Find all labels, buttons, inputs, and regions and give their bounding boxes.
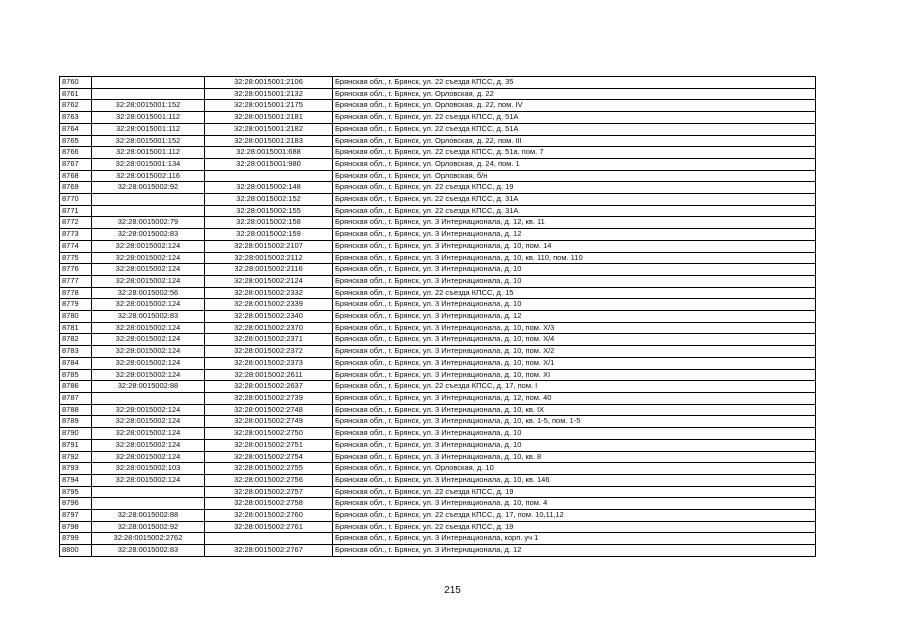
object-cadastral-number-cell: 32:28:0015001:2181 (205, 112, 333, 124)
object-cadastral-number-cell: 32:28:0015002:148 (205, 182, 333, 194)
table-row (60, 287, 816, 299)
address-cell: Брянская обл., г. Брянск, ул. 3 Интернационала, д. 10, пом. Х/1 (333, 357, 816, 369)
row-number-cell: 8787 (60, 392, 92, 404)
table-row (60, 322, 816, 334)
parcel-cadastral-number-cell: 32:28:0015001:112 (92, 147, 205, 159)
object-cadastral-number-cell: 32:28:0015002:158 (205, 217, 333, 229)
object-cadastral-number-cell: 32:28:0015002:2749 (205, 416, 333, 428)
table-row (60, 381, 816, 393)
object-cadastral-number-cell: 32:28:0015002:2739 (205, 392, 333, 404)
address-cell: Брянская обл., г. Брянск, ул. 3 Интернационала, д. 10, пом. XI (333, 369, 816, 381)
parcel-cadastral-number-cell: 32:28:0015001:152 (92, 100, 205, 112)
table-row (60, 533, 816, 545)
object-cadastral-number-cell: 32:28:0015002:2767 (205, 545, 333, 557)
parcel-cadastral-number-cell: 32:28:0015002:88 (92, 510, 205, 522)
address-cell: Брянская обл., г. Брянск, ул. 3 Интернационала, д. 10, пом. 14 (333, 240, 816, 252)
row-number-cell: 8778 (60, 287, 92, 299)
parcel-cadastral-number-cell (92, 194, 205, 206)
parcel-cadastral-number-cell (92, 486, 205, 498)
registry-table-body (60, 77, 816, 557)
table-row (60, 416, 816, 428)
address-cell: Брянская обл., г. Брянск, ул. Орловская, д. 22, пом. IV (333, 100, 816, 112)
parcel-cadastral-number-cell: 32:28:0015002:83 (92, 229, 205, 241)
table-row (60, 170, 816, 182)
row-number-cell: 8766 (60, 147, 92, 159)
table-row (60, 194, 816, 206)
address-cell: Брянская обл., г. Брянск, ул. 22 съезда КПСС, д. 51А (333, 112, 816, 124)
object-cadastral-number-cell: 32:28:0015002:2124 (205, 275, 333, 287)
object-cadastral-number-cell (205, 533, 333, 545)
address-cell: Брянская обл., г. Брянск, ул. 3 Интернационала, корп. уч 1 (333, 533, 816, 545)
parcel-cadastral-number-cell: 32:28:0015002:88 (92, 381, 205, 393)
object-cadastral-number-cell: 32:28:0015001:2175 (205, 100, 333, 112)
row-number-cell: 8791 (60, 439, 92, 451)
address-cell: Брянская обл., г. Брянск, ул. 3 Интернационала, д. 12, кв. 11 (333, 217, 816, 229)
parcel-cadastral-number-cell: 32:28:0015001:112 (92, 123, 205, 135)
row-number-cell: 8797 (60, 510, 92, 522)
table-row (60, 369, 816, 381)
parcel-cadastral-number-cell: 32:28:0015002:124 (92, 264, 205, 276)
row-number-cell: 8799 (60, 533, 92, 545)
row-number-cell: 8794 (60, 474, 92, 486)
address-cell: Брянская обл., г. Брянск, ул. 3 Интернационала, д. 10, пом. 4 (333, 498, 816, 510)
address-cell: Брянская обл., г. Брянск, ул. 22 съезда КПСС, д. 51А (333, 123, 816, 135)
object-cadastral-number-cell: 32:28:0015002:152 (205, 194, 333, 206)
table-row (60, 334, 816, 346)
address-cell: Брянская обл., г. Брянск, ул. 3 Интернационала, д. 10, пом. Х/4 (333, 334, 816, 346)
row-number-cell: 8765 (60, 135, 92, 147)
row-number-cell: 8784 (60, 357, 92, 369)
address-cell: Брянская обл., г. Брянск, ул. 3 Интернационала, д. 10 (333, 439, 816, 451)
table-row (60, 158, 816, 170)
parcel-cadastral-number-cell: 32:28:0015002:56 (92, 287, 205, 299)
row-number-cell: 8775 (60, 252, 92, 264)
object-cadastral-number-cell: 32:28:0015002:2372 (205, 346, 333, 358)
address-cell: Брянская обл., г. Брянск, ул. 3 Интернационала, д. 10, кв. 110, пом. 110 (333, 252, 816, 264)
address-cell: Брянская обл., г. Брянск, ул. 3 Интернационала, д. 10, кв. 1-5, пом. 1-5 (333, 416, 816, 428)
address-cell: Брянская обл., г. Брянск, ул. 3 Интернационала, д. 10, кв. 8 (333, 451, 816, 463)
parcel-cadastral-number-cell: 32:28:0015002:124 (92, 240, 205, 252)
address-cell: Брянская обл., г. Брянск, ул. 3 Интернационала, д. 12 (333, 311, 816, 323)
row-number-cell: 8768 (60, 170, 92, 182)
address-cell: Брянская обл., г. Брянск, ул. 22 съезда КПСС, д. 51а, пом. 7 (333, 147, 816, 159)
parcel-cadastral-number-cell (92, 77, 205, 89)
address-cell: Брянская обл., г. Брянск, ул. 3 Интернационала, д. 10, пом. Х/2 (333, 346, 816, 358)
parcel-cadastral-number-cell (92, 88, 205, 100)
row-number-cell: 8760 (60, 77, 92, 89)
address-cell: Брянская обл., г. Брянск, ул. Орловская, д. 24, пом. 1 (333, 158, 816, 170)
parcel-cadastral-number-cell: 32:28:0015002:124 (92, 416, 205, 428)
object-cadastral-number-cell: 32:28:0015002:2112 (205, 252, 333, 264)
table-row (60, 147, 816, 159)
parcel-cadastral-number-cell: 32:28:0015002:124 (92, 252, 205, 264)
table-row (60, 135, 816, 147)
address-cell: Брянская обл., г. Брянск, ул. Орловская, д. 10 (333, 463, 816, 475)
row-number-cell: 8781 (60, 322, 92, 334)
object-cadastral-number-cell: 32:28:0015002:155 (205, 205, 333, 217)
table-row (60, 392, 816, 404)
row-number-cell: 8788 (60, 404, 92, 416)
object-cadastral-number-cell: 32:28:0015002:2107 (205, 240, 333, 252)
parcel-cadastral-number-cell: 32:28:0015002:124 (92, 439, 205, 451)
table-row (60, 205, 816, 217)
parcel-cadastral-number-cell: 32:28:0015002:124 (92, 334, 205, 346)
parcel-cadastral-number-cell: 32:28:0015002:92 (92, 521, 205, 533)
parcel-cadastral-number-cell: 32:28:0015002:103 (92, 463, 205, 475)
object-cadastral-number-cell: 32:28:0015002:2371 (205, 334, 333, 346)
object-cadastral-number-cell: 32:28:0015001:2132 (205, 88, 333, 100)
address-cell: Брянская обл., г. Брянск, ул. 22 съезда КПСС, д. 19 (333, 486, 816, 498)
table-row (60, 346, 816, 358)
object-cadastral-number-cell: 32:28:0015002:2332 (205, 287, 333, 299)
address-cell: Брянская обл., г. Брянск, ул. Орловская, д. 22, пом. III (333, 135, 816, 147)
row-number-cell: 8769 (60, 182, 92, 194)
row-number-cell: 8764 (60, 123, 92, 135)
object-cadastral-number-cell (205, 170, 333, 182)
object-cadastral-number-cell: 32:28:0015002:2751 (205, 439, 333, 451)
row-number-cell: 8761 (60, 88, 92, 100)
object-cadastral-number-cell: 32:28:0015002:2760 (205, 510, 333, 522)
object-cadastral-number-cell: 32:28:0015002:2761 (205, 521, 333, 533)
parcel-cadastral-number-cell: 32:28:0015002:124 (92, 322, 205, 334)
table-row (60, 88, 816, 100)
row-number-cell: 8786 (60, 381, 92, 393)
object-cadastral-number-cell: 32:28:0015001:2106 (205, 77, 333, 89)
table-row (60, 264, 816, 276)
row-number-cell: 8800 (60, 545, 92, 557)
parcel-cadastral-number-cell: 32:28:0015002:116 (92, 170, 205, 182)
address-cell: Брянская обл., г. Брянск, ул. 3 Интернационала, д. 10 (333, 299, 816, 311)
row-number-cell: 8785 (60, 369, 92, 381)
parcel-cadastral-number-cell: 32:28:0015002:124 (92, 404, 205, 416)
table-row (60, 229, 816, 241)
row-number-cell: 8777 (60, 275, 92, 287)
object-cadastral-number-cell: 32:28:0015001:2183 (205, 135, 333, 147)
table-row (60, 545, 816, 557)
object-cadastral-number-cell: 32:28:0015002:2373 (205, 357, 333, 369)
parcel-cadastral-number-cell: 32:28:0015001:134 (92, 158, 205, 170)
row-number-cell: 8772 (60, 217, 92, 229)
row-number-cell: 8793 (60, 463, 92, 475)
row-number-cell: 8783 (60, 346, 92, 358)
parcel-cadastral-number-cell: 32:28:0015002:124 (92, 451, 205, 463)
parcel-cadastral-number-cell: 32:28:0015002:124 (92, 275, 205, 287)
object-cadastral-number-cell: 32:28:0015002:2750 (205, 428, 333, 440)
table-row (60, 510, 816, 522)
address-cell: Брянская обл., г. Брянск, ул. Орловская, б/н (333, 170, 816, 182)
address-cell: Брянская обл., г. Брянск, ул. 3 Интернационала, д. 12 (333, 229, 816, 241)
address-cell: Брянская обл., г. Брянск, ул. 3 Интернационала, д. 10, кв. 146 (333, 474, 816, 486)
parcel-cadastral-number-cell: 32:28:0015002:83 (92, 545, 205, 557)
row-number-cell: 8789 (60, 416, 92, 428)
row-number-cell: 8792 (60, 451, 92, 463)
row-number-cell: 8767 (60, 158, 92, 170)
object-cadastral-number-cell: 32:28:0015001:688 (205, 147, 333, 159)
row-number-cell: 8773 (60, 229, 92, 241)
object-cadastral-number-cell: 32:28:0015002:2339 (205, 299, 333, 311)
parcel-cadastral-number-cell: 32:28:0015002:124 (92, 474, 205, 486)
address-cell: Брянская обл., г. Брянск, ул. 22 съезда КПСС, д. 19 (333, 521, 816, 533)
row-number-cell: 8790 (60, 428, 92, 440)
table-row (60, 463, 816, 475)
page-number: 215 (444, 585, 461, 596)
row-number-cell: 8774 (60, 240, 92, 252)
parcel-cadastral-number-cell (92, 392, 205, 404)
row-number-cell: 8763 (60, 112, 92, 124)
parcel-cadastral-number-cell: 32:28:0015002:79 (92, 217, 205, 229)
object-cadastral-number-cell: 32:28:0015002:2370 (205, 322, 333, 334)
table-row (60, 428, 816, 440)
address-cell: Брянская обл., г. Брянск, ул. 3 Интернационала, д. 10 (333, 428, 816, 440)
address-cell: Брянская обл., г. Брянск, ул. 3 Интернационала, д. 10 (333, 275, 816, 287)
parcel-cadastral-number-cell: 32:28:0015001:152 (92, 135, 205, 147)
table-row (60, 498, 816, 510)
object-cadastral-number-cell: 32:28:0015002:2340 (205, 311, 333, 323)
address-cell: Брянская обл., г. Брянск, ул. 3 Интернационала, д. 10, пом. Х/3 (333, 322, 816, 334)
table-row (60, 299, 816, 311)
address-cell: Брянская обл., г. Брянск, ул. 22 съезда КПСС, д. 17, пом. I (333, 381, 816, 393)
parcel-cadastral-number-cell: 32:28:0015002:83 (92, 311, 205, 323)
table-row (60, 123, 816, 135)
table-row (60, 252, 816, 264)
object-cadastral-number-cell: 32:28:0015001:2182 (205, 123, 333, 135)
table-row (60, 439, 816, 451)
property-registry-table (59, 76, 816, 557)
table-row (60, 474, 816, 486)
parcel-cadastral-number-cell: 32:28:0015002:2762 (92, 533, 205, 545)
row-number-cell: 8771 (60, 205, 92, 217)
table-row (60, 275, 816, 287)
object-cadastral-number-cell: 32:28:0015002:159 (205, 229, 333, 241)
row-number-cell: 8796 (60, 498, 92, 510)
parcel-cadastral-number-cell: 32:28:0015002:124 (92, 428, 205, 440)
address-cell: Брянская обл., г. Брянск, ул. 22 съезда КПСС, д. 31А (333, 194, 816, 206)
table-row (60, 77, 816, 89)
object-cadastral-number-cell: 32:28:0015002:2611 (205, 369, 333, 381)
row-number-cell: 8779 (60, 299, 92, 311)
table-row (60, 404, 816, 416)
object-cadastral-number-cell: 32:28:0015002:2754 (205, 451, 333, 463)
object-cadastral-number-cell: 32:28:0015001:980 (205, 158, 333, 170)
parcel-cadastral-number-cell (92, 205, 205, 217)
address-cell: Брянская обл., г. Брянск, ул. Орловская, д. 22 (333, 88, 816, 100)
table-row (60, 217, 816, 229)
parcel-cadastral-number-cell: 32:28:0015002:92 (92, 182, 205, 194)
object-cadastral-number-cell: 32:28:0015002:2637 (205, 381, 333, 393)
parcel-cadastral-number-cell: 32:28:0015002:124 (92, 346, 205, 358)
table-row (60, 100, 816, 112)
address-cell: Брянская обл., г. Брянск, ул. 22 съезда КПСС, д. 35 (333, 77, 816, 89)
row-number-cell: 8770 (60, 194, 92, 206)
object-cadastral-number-cell: 32:28:0015002:2755 (205, 463, 333, 475)
address-cell: Брянская обл., г. Брянск, ул. 22 съезда КПСС, д. 31А (333, 205, 816, 217)
parcel-cadastral-number-cell: 32:28:0015001:112 (92, 112, 205, 124)
address-cell: Брянская обл., г. Брянск, ул. 22 съезда КПСС, д. 19 (333, 182, 816, 194)
table-row (60, 521, 816, 533)
row-number-cell: 8776 (60, 264, 92, 276)
row-number-cell: 8795 (60, 486, 92, 498)
table-row (60, 240, 816, 252)
table-row (60, 311, 816, 323)
row-number-cell: 8762 (60, 100, 92, 112)
parcel-cadastral-number-cell (92, 498, 205, 510)
parcel-cadastral-number-cell: 32:28:0015002:124 (92, 369, 205, 381)
object-cadastral-number-cell: 32:28:0015002:2757 (205, 486, 333, 498)
address-cell: Брянская обл., г. Брянск, ул. 22 съезда КПСС, д. 15 (333, 287, 816, 299)
parcel-cadastral-number-cell: 32:28:0015002:124 (92, 357, 205, 369)
object-cadastral-number-cell: 32:28:0015002:2758 (205, 498, 333, 510)
address-cell: Брянская обл., г. Брянск, ул. 3 Интернационала, д. 10 (333, 264, 816, 276)
row-number-cell: 8782 (60, 334, 92, 346)
table-row (60, 182, 816, 194)
object-cadastral-number-cell: 32:28:0015002:2756 (205, 474, 333, 486)
table-row (60, 486, 816, 498)
table-row (60, 357, 816, 369)
address-cell: Брянская обл., г. Брянск, ул. 3 Интернационала, д. 12, пом. 40 (333, 392, 816, 404)
object-cadastral-number-cell: 32:28:0015002:2748 (205, 404, 333, 416)
address-cell: Брянская обл., г. Брянск, ул. 22 съезда КПСС, д. 17, пом. 10,11,12 (333, 510, 816, 522)
object-cadastral-number-cell: 32:28:0015002:2116 (205, 264, 333, 276)
address-cell: Брянская обл., г. Брянск, ул. 3 Интернационала, д. 12 (333, 545, 816, 557)
table-row (60, 451, 816, 463)
table-row (60, 112, 816, 124)
row-number-cell: 8798 (60, 521, 92, 533)
address-cell: Брянская обл., г. Брянск, ул. 3 Интернационала, д. 10, кв. IX (333, 404, 816, 416)
row-number-cell: 8780 (60, 311, 92, 323)
parcel-cadastral-number-cell: 32:28:0015002:124 (92, 299, 205, 311)
